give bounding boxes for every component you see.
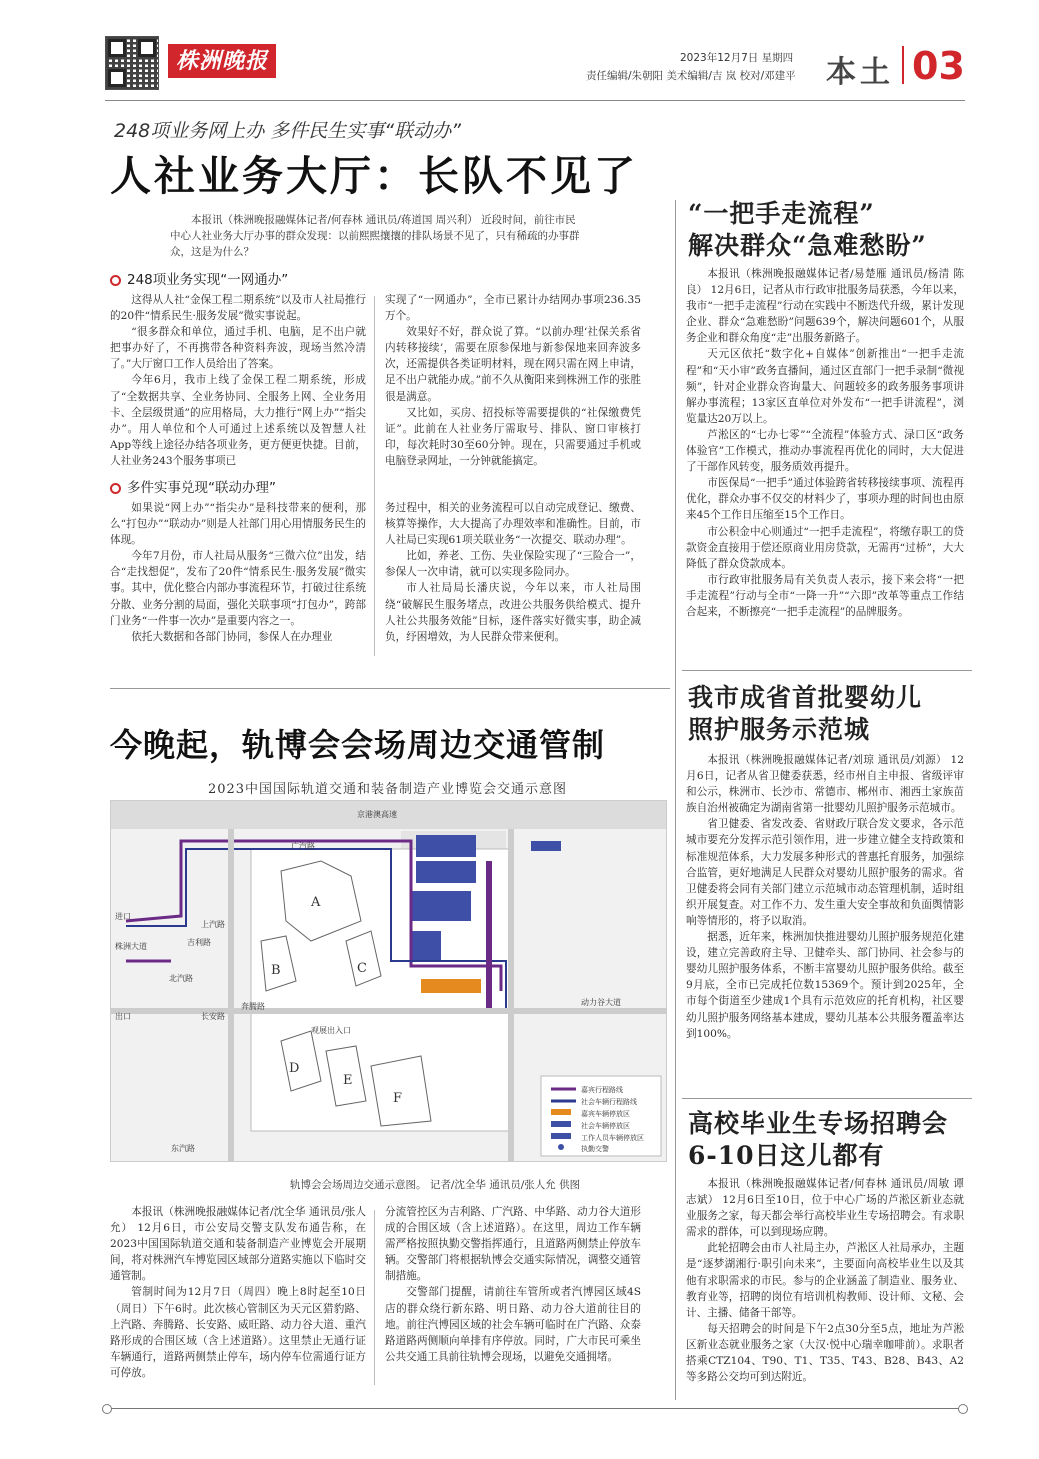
paragraph: 比如，养老、工伤、失业保险实现了“三险合一”，参保人一次申请，就可以实现多险同办。 (385, 550, 641, 579)
traffic-col2 (385, 1204, 641, 1365)
map-label: 长安路 (201, 1012, 225, 1021)
paragraph: 如果说“网上办”“指尖办”是科技带来的便利，那么“打包办”“联动办”则是人社部门用心用情服务民生的体现。 (110, 502, 366, 547)
legend-item: 执勤交警 (581, 1145, 609, 1153)
main-lead (170, 212, 580, 260)
map-label: 北汽路 (169, 974, 193, 983)
subhead-2 (110, 476, 276, 496)
map-label: 东汽路 (171, 1144, 195, 1153)
paragraph: 市行政审批服务局有关负责人表示，接下来会将“一把手走流程”行动与全市“一降一升”“六即”改革等重点工作结合起来，不断擦亮“一把手走流程”的品牌服务。 (686, 573, 964, 618)
map-label: 上汽路 (201, 920, 225, 929)
article4-body (686, 1176, 964, 1385)
qr-code (105, 36, 159, 90)
main-lead-text: 本报讯（株洲晚报融媒体记者/何春林 通讯员/蒋道国 周兴利） 近段时间，前往市民中心人社业务大厅办事的群众发现：以前熙熙攘攘的排队场景不见了，只有稀疏的办事群众，这是为什么？ (170, 214, 580, 258)
date-line: 2023年12月7日 星期四 (680, 52, 794, 64)
paragraph: 分流管控区为吉利路、广汽路、中华路、动力谷大道形成的合围区域（含上述道路）。在这里，周边工作车辆需严格按照执勤交警指挥通行，且道路两侧禁止停放车辆。交警部门将根据轨博会交通实际情况，调整交通管制措施。 (385, 1206, 641, 1283)
map-label: 广汽路 (291, 842, 315, 851)
paragraph: “很多群众和单位，通过手机、电脑，足不出户就把事办好了，不再携带各种资料奔波，现场当然冷清了。”大厅窗口工作人员给出了答案。 (110, 326, 366, 371)
traffic-headline: 今晚起，轨博会会场周边交通管制 (110, 726, 606, 764)
article4-headline (688, 1108, 948, 1172)
map-title: 2023中国国际轨道交通和装备制造产业博览会交通示意图 (207, 782, 568, 797)
section-name: 本土 (826, 55, 894, 90)
map-zone-label: E (343, 1073, 353, 1088)
traffic-map-svg (111, 801, 666, 1161)
article4-headline-line2: 6-10日这儿都有 (688, 1141, 885, 1170)
footer-rule (105, 1408, 965, 1409)
masthead-logo: 株洲晚报 (168, 44, 276, 78)
article3-body (686, 752, 964, 1042)
main-kicker: 248项业务网上办 多件民生实事“联动办” (114, 120, 461, 142)
sec1-col2 (385, 292, 641, 469)
map-label: 出口 (115, 1012, 131, 1021)
map-label: 动力谷大道 (581, 998, 621, 1007)
map-zone-label: A (311, 895, 321, 910)
paragraph: 此轮招聘会由市人社局主办，芦淞区人社局承办，主题是“逐梦湖湘行·职引向未来”，主要面向高校毕业生以及其他有求职需求的市民。参与的企业涵盖了制造业、服务业、教育业等，招聘的岗位有培训机构教师、设计师、文秘、会计、主播、储备干部等。 (686, 1242, 964, 1319)
paragraph: 每天招聘会的时间是下午2点30分至5点，地址为芦淞区新业态就业服务之家（大汉·悦中心瑞幸咖啡前）。求职者搭乘CTZ104、T90、T1、T35、T43、B28、B43、A2等多路公交均可到达附近。 (686, 1322, 964, 1384)
paragraph: 天元区依托“数字化+自媒体”创新推出“一把手走流程”和“天小审”政务直播间，通过区直部门一把手录制“微视频”，针对企业群众咨询量大、问题较多的政务服务事项讲解办事流程；13家区直单位对外发布“一把手讲流程”，浏览量达20万以上。 (686, 348, 964, 425)
paragraph: 本报讯（株洲晚报融媒体记者/何春林 通讯员/周敏 谭志斌） 12月6日至10日，位于中心广场的芦淞区新业态就业服务之家，每天都会举行高校毕业生专场招聘会。有求职需求的群体，可以到现场应聘。 (686, 1178, 964, 1239)
subhead-1 (110, 268, 288, 288)
circle-bullet-icon (110, 483, 121, 494)
editors-line: 责任编辑/朱朝阳 美术编辑/吉 岚 校对/邓建平 (586, 70, 796, 82)
column-divider (374, 1210, 375, 1385)
paragraph: 市公积金中心则通过“一把手走流程”，将缴存职工的贷款资金直接用于偿还原商业用房贷款，无需再“过桥”，大大降低了群众贷款成本。 (686, 525, 964, 570)
article4-headline-line1: 高校毕业生专场招聘会 (688, 1109, 949, 1138)
main-headline: 人社业务大厅：长队不见了 (110, 152, 638, 200)
paragraph: 本报讯（株洲晚报融媒体记者/刘琼 通讯员/刘源） 12月6日，记者从省卫健委获悉，经市州自主申报、省级评审和公示，株洲市、长沙市、常德市、郴州市、湘西土家族苗族自治州被确定为湖南省第一批婴幼儿照护服务示范城市。 (686, 754, 964, 815)
map-label: 株洲大道 (115, 942, 147, 951)
map-zone-label: F (393, 1091, 403, 1106)
paragraph: 依托大数据和各部门协同，参保人在办理业 (131, 630, 333, 643)
map-label: 观展出入口 (311, 1026, 351, 1035)
footer-dot-icon (102, 1404, 112, 1414)
legend-item: 社会车辆停放区 (581, 1122, 630, 1130)
circle-bullet-icon (110, 275, 121, 286)
map-zone-label: D (289, 1061, 300, 1076)
legend-item: 工作人员车辆停放区 (581, 1134, 644, 1142)
paragraph: 实现了“一网通办”，全市已累计办结网办事项236.35万个。 (385, 294, 641, 323)
article2-headline-line1: “一把手走流程” (688, 199, 875, 228)
map-zone-label: C (357, 961, 367, 976)
map-zone-label: B (271, 963, 281, 978)
paragraph: 交警部门提醒，请前往车管所或者汽博园区域4S店的群众绕行新东路、明日路、动力谷大道前往目的地。前往汽博园区域的社会车辆可临时在广汽路、众泰路道路两侧顺向单排有序停放。同时，广大市民可乘坐公共交通工具前往轨博会现场，以避免交通拥堵。 (385, 1286, 641, 1363)
legend-item: 社会车辆行程路线 (581, 1098, 637, 1106)
legend-item: 嘉宾车辆停放区 (581, 1110, 630, 1118)
sec1-col1 (110, 292, 366, 469)
column-divider (374, 296, 375, 656)
right-column-divider (675, 200, 676, 1400)
paragraph: 芦淞区的“七办七零”“全流程”体验方式、渌口区“政务体验官”工作模式，推动办事流程再优化的同时，大大促进了干部作风转变，服务质效再提升。 (686, 428, 964, 474)
map-label: 京港澳高速 (357, 810, 397, 819)
paragraph: 本报讯（株洲晚报融媒体记者/易楚雁 通讯员/杨清 陈良） 12月6日，记者从市行政审批服务局获悉，今年以来，我市“一把手走流程”行动在实践中不断迭代升级，累计发现企业、群众“急难愁盼”问题639个，解决问题601个，从服务企业和群众角度“走”出服务新路子。 (686, 268, 964, 345)
article2-headline (688, 198, 927, 262)
section-divider (902, 46, 904, 84)
map-caption: 轨博会会场周边交通示意图。 记者/沈全华 通讯员/张人允 供图 (290, 1179, 581, 1191)
paragraph: 又比如，买房、招投标等需要提供的“社保缴费凭证”。此前在人社业务厅需取号、排队、窗口审核打印，每次耗时30至60分钟。现在，只需要通过手机或电脑登录网址，一分钟就能搞定。 (385, 406, 641, 467)
sec2-col2 (385, 500, 641, 645)
page-number: 03 (912, 44, 965, 88)
legend-item: 嘉宾行程路线 (581, 1086, 623, 1094)
paragraph: 今年7月份，市人社局从服务“三微六位”出发，结合“走找想促”，发布了20件“情系民生·服务发展”微实事。其中，优化整合内部办事流程环节，打破过往系统分散、业务分割的局面，强化关联事项“打包办”，跨部门业务“一件事一次办”是重要内容之一。 (110, 550, 366, 627)
article3-headline-line1: 我市成省首批婴幼儿 (688, 683, 923, 712)
sec2-col1 (110, 500, 366, 645)
map-label: 奔腾路 (241, 1002, 265, 1011)
article2-headline-line2: 解决群众“急难愁盼” (688, 231, 927, 260)
paragraph: 这得从人社“金保工程二期系统”以及市人社局推行的20件“情系民生·服务发展”微实事说起。 (110, 294, 366, 323)
header-rule (105, 100, 965, 101)
paragraph: 省卫健委、省发改委、省财政厅联合发文要求，各示范城市要充分发挥示范引领作用，进一步建立健全支持政策和标准规范体系，大力发展多种形式的普惠托育服务，加强综合监管，更好地满足人民群众对婴幼儿照护服务的需求。省卫健委将会同有关部门建立示范城市动态管理机制，适时组织开展复查。对工作不力、发生重大安全事故和负面舆情影响等情形的，将予以取消。 (686, 818, 964, 927)
subhead-2-text: 多件实事兑现“联动办理” (127, 480, 276, 496)
article3-headline (688, 682, 922, 746)
subhead-1-text: 248项业务实现“一网通办” (127, 272, 289, 288)
section-rule (682, 1098, 972, 1099)
paragraph: 据悉，近年来，株洲加快推进婴幼儿照护服务规范化建设，建立完善政府主导、卫健牵头、部门协同、社会参与的婴幼儿照护服务体系，不断丰富婴幼儿照护服务供给。截至9月底，全市已完成托位数15369个。预计到2025年，全市每个街道至少建成1个具有示范效应的托育机构，社区婴幼儿照护服务网络基本建成，婴幼儿基本公共服务覆盖率达到100%。 (686, 931, 964, 1040)
section-rule (682, 670, 972, 671)
paragraph: 效果好不好，群众说了算。“以前办理‘社保关系省内转移接续’，需要在原参保地与新参保地来回奔波多次，还需提供各类证明材料，现在网只需在网上申请，足不出户就能办成。”前不久从衡阳来到株洲工作的张胜很是满意。 (385, 326, 641, 403)
map-label: 吉利路 (187, 938, 211, 947)
paragraph: 管制时间为12月7日（周四）晚上8时起至10日（周日）下午6时。此次核心管制区为天元区猎豹路、上汽路、奔腾路、长安路、威旺路、动力谷大道、重汽路形成的合围区域（含上述道路）。这里禁止无通行证车辆通行，道路两侧禁止停车，场内停车位需通行证方可停放。 (110, 1286, 366, 1379)
paragraph: 今年6月，我市上线了金保工程二期系统，形成了“全数据共享、全业务协同、全服务上网、全业务用卡、全层级贯通”的应用格局，大力推行“网上办”“指尖办”。用人单位和个人可通过上述系统以及智慧人社App等线上途径办结各项业务，更方便更快捷。目前，人社业务243个服务事项已 (110, 374, 366, 467)
traffic-col1 (110, 1204, 366, 1381)
map-label: 进口 (115, 912, 131, 921)
traffic-map (110, 800, 667, 1162)
paragraph: 市人社局局长潘庆说，今年以来，市人社局围绕“破解民生服务堵点，改进公共服务供给模式、提升人社公共服务效能”目标，逐件落实好微实事，助企减负，纾困增效，为人民群众带来便利。 (385, 582, 641, 643)
paragraph: 务过程中，相关的业务流程可以自动完成登记、缴费、核算等操作，大大提高了办理效率和准确性。目前，市人社局已实现61项关联业务“一次提交、联动办理”。 (385, 502, 641, 547)
article2-body (686, 266, 964, 620)
article3-headline-line2: 照护服务示范城 (688, 715, 871, 744)
paragraph: 本报讯（株洲晚报融媒体记者/沈全华 通讯员/张人允） 12月6日，市公安局交警支队发布通告称，在2023中国国际轨道交通和装备制造产业博览会开展期间，将对株洲汽车博览园区域部分道路实施以下临时交通管制。 (110, 1206, 366, 1283)
footer-dot-icon (958, 1404, 968, 1414)
paragraph: 市医保局“一把手”通过体验跨省转移接续事项、流程再优化，群众办事不仅交的材料少了，事项办理的时间也由原来45个工作日压缩至15个工作日。 (686, 477, 964, 522)
section-rule (110, 688, 670, 689)
